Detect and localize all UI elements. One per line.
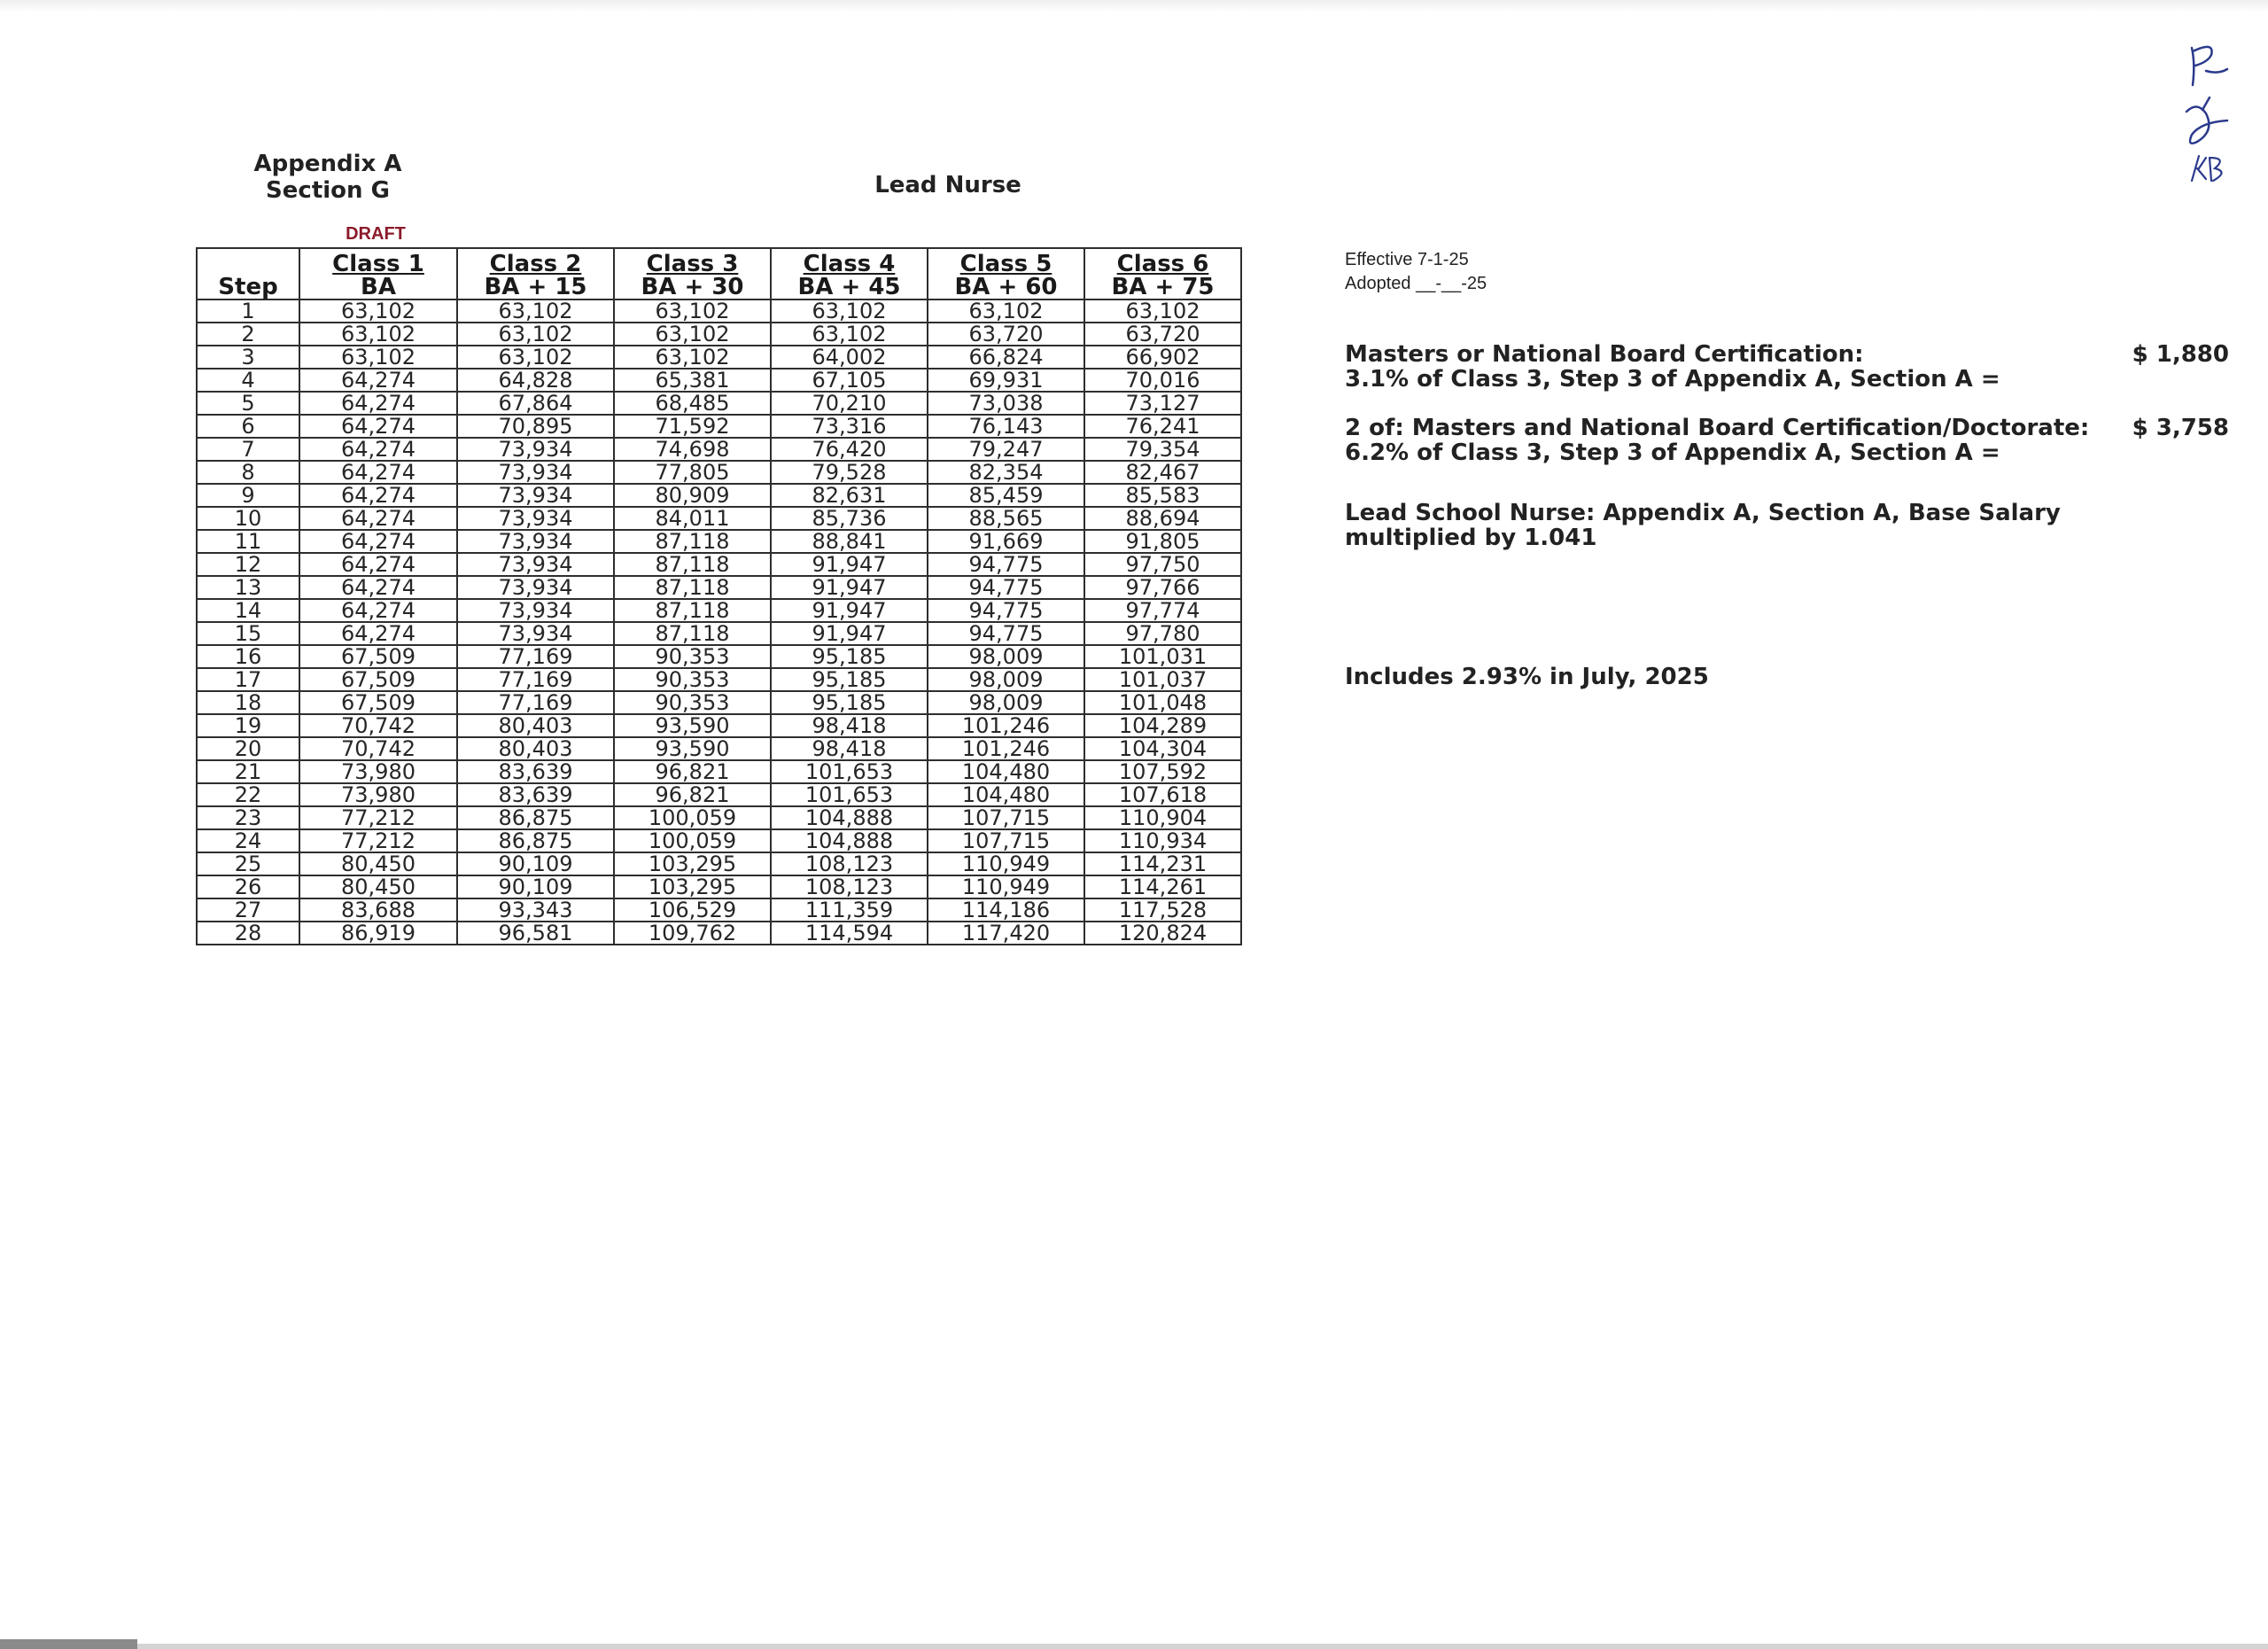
salary-cell: 73,934 [457,484,614,507]
class-label: Class 3 [646,251,739,277]
salary-cell: 73,980 [299,783,457,806]
salary-cell: 67,509 [299,691,457,714]
salary-cell: 64,274 [299,438,457,461]
effective-block [1345,248,1487,296]
table-row [197,599,1241,622]
salary-cell: 77,805 [614,461,771,484]
salary-cell: 79,354 [1084,438,1241,461]
salary-cell: 68,485 [614,392,771,415]
table-row [197,622,1241,645]
appendix-label: Appendix A [253,151,402,177]
adopted-date: Adopted __-__-25 [1345,274,1487,293]
salary-cell: 77,169 [457,668,614,691]
degree-label: BA + 75 [1111,274,1215,300]
step-cell: 20 [197,737,299,760]
salary-cell: 76,420 [771,438,928,461]
salary-cell: 94,775 [928,599,1084,622]
salary-cell: 91,947 [771,553,928,576]
table-row [197,346,1241,369]
salary-cell: 103,295 [614,875,771,898]
salary-cell: 98,009 [928,691,1084,714]
salary-cell: 63,102 [614,323,771,346]
salary-cell: 117,528 [1084,898,1241,922]
salary-cell: 73,038 [928,392,1084,415]
step-header: Step [197,248,299,299]
salary-cell: 66,902 [1084,346,1241,369]
salary-cell: 69,931 [928,369,1084,392]
class-label: Class 1 [332,251,424,277]
column-header [928,248,1084,299]
salary-cell: 73,934 [457,530,614,553]
column-header [457,248,614,299]
salary-cell: 104,888 [771,829,928,852]
salary-cell: 73,934 [457,622,614,645]
salary-cell: 85,583 [1084,484,1241,507]
salary-cell: 63,102 [928,299,1084,323]
table-row [197,852,1241,875]
salary-cell: 87,118 [614,530,771,553]
salary-cell: 85,459 [928,484,1084,507]
salary-cell: 63,102 [771,299,928,323]
lead-nurse-note [1345,501,2061,550]
salary-cell: 70,895 [457,415,614,438]
salary-cell: 95,185 [771,645,928,668]
salary-cell: 63,720 [928,323,1084,346]
salary-cell: 77,169 [457,645,614,668]
step-cell: 5 [197,392,299,415]
salary-cell: 90,353 [614,645,771,668]
salary-cell: 109,762 [614,922,771,945]
salary-cell: 107,618 [1084,783,1241,806]
two-of-line-1: 2 of: Masters and National Board Certification/Doctorate: [1345,415,2090,441]
salary-cell: 67,509 [299,645,457,668]
step-cell: 23 [197,806,299,829]
salary-cell: 95,185 [771,668,928,691]
salary-cell: 90,109 [457,852,614,875]
step-cell: 15 [197,622,299,645]
salary-cell: 91,669 [928,530,1084,553]
masters-amount: $ 1,880 [2132,341,2229,368]
salary-cell: 97,780 [1084,622,1241,645]
salary-cell: 94,775 [928,622,1084,645]
step-cell: 21 [197,760,299,783]
step-cell: 19 [197,714,299,737]
degree-label: BA + 15 [484,274,587,300]
salary-cell: 70,210 [771,392,928,415]
salary-cell: 106,529 [614,898,771,922]
salary-cell: 63,102 [771,323,928,346]
table-row [197,806,1241,829]
salary-cell: 104,888 [771,806,928,829]
salary-table-body [197,299,1241,945]
salary-cell: 88,565 [928,507,1084,530]
salary-cell: 101,246 [928,714,1084,737]
salary-cell: 114,594 [771,922,928,945]
step-cell: 17 [197,668,299,691]
salary-cell: 101,653 [771,783,928,806]
salary-cell: 90,353 [614,691,771,714]
salary-cell: 70,742 [299,737,457,760]
salary-cell: 87,118 [614,576,771,599]
table-row [197,530,1241,553]
table-row [197,691,1241,714]
salary-cell: 74,698 [614,438,771,461]
salary-cell: 107,715 [928,806,1084,829]
masters-line-2: 3.1% of Class 3, Step 3 of Appendix A, Section A = [1345,366,2000,393]
salary-cell: 64,274 [299,484,457,507]
salary-cell: 104,304 [1084,737,1241,760]
salary-cell: 76,241 [1084,415,1241,438]
salary-cell: 73,127 [1084,392,1241,415]
appendix-heading [221,151,434,204]
salary-cell: 98,418 [771,737,928,760]
salary-cell: 91,805 [1084,530,1241,553]
step-cell: 25 [197,852,299,875]
salary-cell: 91,947 [771,599,928,622]
effective-date: Effective 7-1-25 [1345,250,1469,269]
salary-cell: 73,980 [299,760,457,783]
salary-cell: 98,009 [928,645,1084,668]
step-cell: 3 [197,346,299,369]
salary-cell: 114,261 [1084,875,1241,898]
salary-cell: 70,016 [1084,369,1241,392]
table-row [197,668,1241,691]
handwritten-initials [2179,35,2250,186]
salary-cell: 110,934 [1084,829,1241,852]
salary-cell: 70,742 [299,714,457,737]
salary-cell: 64,002 [771,346,928,369]
salary-cell: 91,947 [771,576,928,599]
table-row [197,392,1241,415]
salary-cell: 64,274 [299,576,457,599]
salary-cell: 108,123 [771,875,928,898]
table-row [197,415,1241,438]
salary-cell: 63,102 [299,323,457,346]
table-row [197,760,1241,783]
salary-cell: 76,143 [928,415,1084,438]
table-row [197,553,1241,576]
step-cell: 8 [197,461,299,484]
salary-cell: 86,875 [457,806,614,829]
salary-cell: 86,875 [457,829,614,852]
step-cell: 18 [197,691,299,714]
salary-cell: 63,102 [299,299,457,323]
salary-cell: 73,934 [457,438,614,461]
table-row [197,484,1241,507]
salary-cell: 79,247 [928,438,1084,461]
salary-cell: 73,934 [457,576,614,599]
salary-cell: 77,169 [457,691,614,714]
salary-cell: 64,274 [299,553,457,576]
salary-cell: 96,821 [614,783,771,806]
salary-cell: 80,450 [299,875,457,898]
step-cell: 28 [197,922,299,945]
salary-cell: 97,766 [1084,576,1241,599]
table-row [197,898,1241,922]
salary-cell: 101,653 [771,760,928,783]
masters-line-1: Masters or National Board Certification: [1345,341,1864,368]
table-row [197,369,1241,392]
column-header [614,248,771,299]
scan-corner-shadow [0,1639,137,1649]
column-header [299,248,457,299]
salary-cell: 100,059 [614,829,771,852]
table-row [197,323,1241,346]
step-cell: 7 [197,438,299,461]
two-of-line-2: 6.2% of Class 3, Step 3 of Appendix A, Section A = [1345,439,2000,466]
step-cell: 14 [197,599,299,622]
salary-cell: 110,949 [928,875,1084,898]
salary-cell: 67,105 [771,369,928,392]
salary-cell: 67,864 [457,392,614,415]
salary-cell: 88,694 [1084,507,1241,530]
salary-cell: 101,037 [1084,668,1241,691]
salary-cell: 101,048 [1084,691,1241,714]
lead-line-2: multiplied by 1.041 [1345,525,1597,551]
salary-cell: 94,775 [928,576,1084,599]
salary-cell: 63,102 [614,299,771,323]
salary-cell: 80,909 [614,484,771,507]
salary-cell: 111,359 [771,898,928,922]
two-of-amount: $ 3,758 [2132,415,2229,441]
salary-cell: 63,102 [1084,299,1241,323]
salary-cell: 65,381 [614,369,771,392]
salary-cell: 85,736 [771,507,928,530]
salary-cell: 73,316 [771,415,928,438]
salary-cell: 101,246 [928,737,1084,760]
salary-cell: 108,123 [771,852,928,875]
salary-cell: 73,934 [457,553,614,576]
table-header-row [197,248,1241,299]
salary-cell: 117,420 [928,922,1084,945]
salary-cell: 90,109 [457,875,614,898]
salary-cell: 71,592 [614,415,771,438]
salary-cell: 82,631 [771,484,928,507]
step-cell: 12 [197,553,299,576]
step-cell: 16 [197,645,299,668]
salary-cell: 103,295 [614,852,771,875]
salary-cell: 63,102 [614,346,771,369]
step-cell: 9 [197,484,299,507]
salary-cell: 63,720 [1084,323,1241,346]
salary-cell: 63,102 [299,346,457,369]
salary-cell: 83,639 [457,783,614,806]
salary-cell: 80,403 [457,737,614,760]
salary-cell: 110,949 [928,852,1084,875]
salary-cell: 98,009 [928,668,1084,691]
salary-cell: 91,947 [771,622,928,645]
table-row [197,507,1241,530]
table-row [197,829,1241,852]
salary-cell: 100,059 [614,806,771,829]
table-row [197,645,1241,668]
step-cell: 13 [197,576,299,599]
two-of-note [1345,416,2089,465]
salary-cell: 98,418 [771,714,928,737]
salary-cell: 84,011 [614,507,771,530]
table-row [197,714,1241,737]
salary-cell: 104,480 [928,760,1084,783]
table-row [197,922,1241,945]
salary-cell: 77,212 [299,806,457,829]
step-cell: 1 [197,299,299,323]
salary-cell: 120,824 [1084,922,1241,945]
class-label: Class 6 [1116,251,1209,277]
masters-note [1345,342,2000,392]
salary-cell: 93,590 [614,714,771,737]
lead-line-1: Lead School Nurse: Appendix A, Section A, Base Salary [1345,500,2061,526]
degree-label: BA + 30 [641,274,744,300]
salary-cell: 66,824 [928,346,1084,369]
step-cell: 27 [197,898,299,922]
salary-cell: 104,480 [928,783,1084,806]
salary-cell: 83,639 [457,760,614,783]
degree-label: BA + 45 [797,274,901,300]
salary-cell: 93,590 [614,737,771,760]
table-row [197,875,1241,898]
step-cell: 22 [197,783,299,806]
step-cell: 6 [197,415,299,438]
salary-cell: 63,102 [457,299,614,323]
salary-cell: 64,274 [299,369,457,392]
salary-cell: 93,343 [457,898,614,922]
class-label: Class 4 [803,251,896,277]
salary-cell: 64,274 [299,392,457,415]
salary-cell: 63,102 [457,323,614,346]
step-cell: 2 [197,323,299,346]
step-cell: 10 [197,507,299,530]
salary-cell: 87,118 [614,553,771,576]
salary-cell: 114,231 [1084,852,1241,875]
salary-cell: 110,904 [1084,806,1241,829]
degree-label: BA + 60 [954,274,1058,300]
class-label: Class 5 [959,251,1052,277]
section-label: Section G [266,177,390,204]
salary-cell: 83,688 [299,898,457,922]
salary-cell: 80,403 [457,714,614,737]
salary-cell: 64,274 [299,507,457,530]
degree-label: BA [361,274,396,300]
salary-cell: 64,274 [299,415,457,438]
salary-cell: 73,934 [457,507,614,530]
class-label: Class 2 [489,251,582,277]
salary-cell: 86,919 [299,922,457,945]
salary-cell: 107,592 [1084,760,1241,783]
salary-cell: 73,934 [457,599,614,622]
salary-cell: 64,274 [299,530,457,553]
scan-top-shadow [0,0,2268,12]
table-row [197,461,1241,484]
scan-bottom-edge [0,1644,2268,1649]
salary-cell: 87,118 [614,599,771,622]
step-cell: 24 [197,829,299,852]
salary-cell: 88,841 [771,530,928,553]
column-header [771,248,928,299]
salary-cell: 64,274 [299,622,457,645]
salary-cell: 95,185 [771,691,928,714]
salary-cell: 101,031 [1084,645,1241,668]
table-row [197,438,1241,461]
salary-cell: 79,528 [771,461,928,484]
salary-cell: 90,353 [614,668,771,691]
column-header [1084,248,1241,299]
page-title: Lead Nurse [874,172,1021,198]
step-cell: 4 [197,369,299,392]
table-row [197,737,1241,760]
salary-cell: 114,186 [928,898,1084,922]
salary-cell: 73,934 [457,461,614,484]
salary-cell: 94,775 [928,553,1084,576]
salary-cell: 104,289 [1084,714,1241,737]
step-cell: 26 [197,875,299,898]
includes-note: Includes 2.93% in July, 2025 [1345,664,1709,690]
table-row [197,576,1241,599]
draft-stamp: DRAFT [346,224,406,244]
salary-cell: 77,212 [299,829,457,852]
salary-cell: 97,774 [1084,599,1241,622]
table-row [197,783,1241,806]
salary-cell: 97,750 [1084,553,1241,576]
salary-cell: 82,354 [928,461,1084,484]
table-row [197,299,1241,323]
salary-cell: 96,821 [614,760,771,783]
salary-cell: 64,828 [457,369,614,392]
salary-cell: 67,509 [299,668,457,691]
salary-cell: 82,467 [1084,461,1241,484]
salary-cell: 63,102 [457,346,614,369]
salary-cell: 87,118 [614,622,771,645]
salary-cell: 64,274 [299,461,457,484]
salary-table [196,247,1242,945]
step-cell: 11 [197,530,299,553]
salary-cell: 80,450 [299,852,457,875]
salary-cell: 107,715 [928,829,1084,852]
salary-cell: 64,274 [299,599,457,622]
salary-cell: 96,581 [457,922,614,945]
